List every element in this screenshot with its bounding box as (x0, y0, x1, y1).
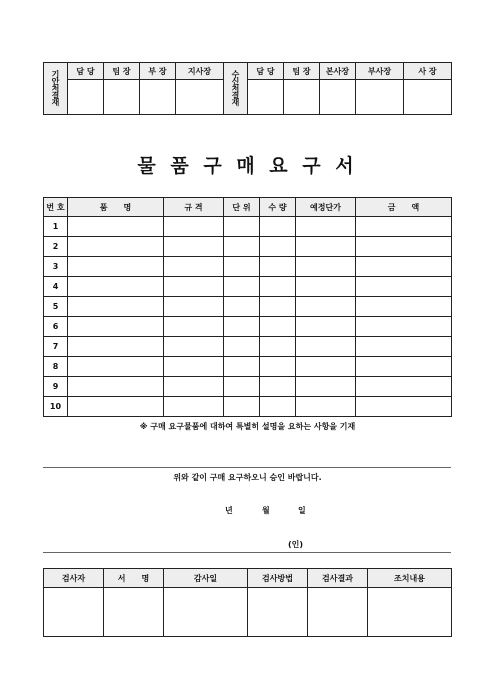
draft-col-branch-manager: 지사장 (176, 63, 224, 80)
table-row (44, 397, 452, 417)
item-name-cell[interactable] (68, 277, 164, 297)
seal-mark: (인) (288, 540, 304, 549)
receive-col-vice-president: 부사장 (356, 63, 404, 80)
unit-price-cell[interactable] (296, 257, 356, 277)
quantity-cell[interactable] (260, 377, 296, 397)
spec-cell[interactable] (164, 297, 224, 317)
col-inspector: 검사자 (44, 569, 104, 588)
unit-cell[interactable] (224, 297, 260, 317)
unit-price-cell[interactable] (296, 317, 356, 337)
row-number: 8 (44, 357, 68, 377)
page-title: 물 품 구 매 요 구 서 (137, 155, 358, 177)
item-name-cell[interactable] (68, 397, 164, 417)
draft-sign-department-head[interactable] (140, 80, 176, 115)
amount-cell[interactable] (356, 337, 452, 357)
draft-col-department-head: 부 장 (140, 63, 176, 80)
row-number: 2 (44, 237, 68, 257)
spec-cell[interactable] (164, 397, 224, 417)
approval-table (43, 62, 452, 115)
receive-sign-staff[interactable] (248, 80, 284, 115)
unit-cell[interactable] (224, 337, 260, 357)
amount-cell[interactable] (356, 317, 452, 337)
receive-col-staff: 담 당 (248, 63, 284, 80)
signature-cell[interactable] (104, 588, 164, 637)
item-name-cell[interactable] (68, 257, 164, 277)
col-inspection-method: 검사방법 (248, 569, 308, 588)
amount-cell[interactable] (356, 217, 452, 237)
quantity-cell[interactable] (260, 317, 296, 337)
amount-cell[interactable] (356, 397, 452, 417)
table-row (44, 237, 452, 257)
date-day: 일 (298, 506, 306, 515)
draft-col-staff: 담 당 (68, 63, 104, 80)
receive-sign-hq-head[interactable] (320, 80, 356, 115)
draft-sign-team-leader[interactable] (104, 80, 140, 115)
unit-cell[interactable] (224, 257, 260, 277)
draft-sign-staff[interactable] (68, 80, 104, 115)
items-table (43, 197, 452, 417)
quantity-cell[interactable] (260, 217, 296, 237)
inspection-result-cell[interactable] (308, 588, 368, 637)
col-unit-price: 예정단가 (296, 198, 356, 217)
unit-price-cell[interactable] (296, 397, 356, 417)
quantity-cell[interactable] (260, 397, 296, 417)
draft-approval-label: 기안처결재 (44, 63, 68, 115)
table-row (44, 217, 452, 237)
item-name-cell[interactable] (68, 237, 164, 257)
table-row (44, 337, 452, 357)
unit-cell[interactable] (224, 217, 260, 237)
amount-cell[interactable] (356, 357, 452, 377)
receive-sign-president[interactable] (404, 80, 452, 115)
amount-cell[interactable] (356, 377, 452, 397)
col-action-taken: 조치내용 (368, 569, 452, 588)
receive-sign-vice-president[interactable] (356, 80, 404, 115)
row-number: 1 (44, 217, 68, 237)
table-row (44, 297, 452, 317)
unit-price-cell[interactable] (296, 237, 356, 257)
inspector-cell[interactable] (44, 588, 104, 637)
unit-price-cell[interactable] (296, 217, 356, 237)
spec-cell[interactable] (164, 357, 224, 377)
col-item-name: 품 명 (68, 198, 164, 217)
quantity-cell[interactable] (260, 357, 296, 377)
date-line (0, 505, 495, 517)
date-month: 월 (262, 506, 270, 515)
spec-cell[interactable] (164, 337, 224, 357)
row-number: 4 (44, 277, 68, 297)
unit-price-cell[interactable] (296, 277, 356, 297)
item-name-cell[interactable] (68, 377, 164, 397)
inspection-table (43, 568, 452, 637)
row-number: 6 (44, 317, 68, 337)
spec-cell[interactable] (164, 277, 224, 297)
amount-cell[interactable] (356, 297, 452, 317)
item-name-cell[interactable] (68, 297, 164, 317)
row-number: 10 (44, 397, 68, 417)
unit-cell[interactable] (224, 357, 260, 377)
quantity-cell[interactable] (260, 277, 296, 297)
quantity-cell[interactable] (260, 257, 296, 277)
item-name-cell[interactable] (68, 217, 164, 237)
receive-col-hq-head: 본사장 (320, 63, 356, 80)
draft-col-team-leader: 팀 장 (104, 63, 140, 80)
receive-col-team-leader: 팀 장 (284, 63, 320, 80)
table-row (44, 257, 452, 277)
row-number: 7 (44, 337, 68, 357)
receive-sign-team-leader[interactable] (284, 80, 320, 115)
spec-cell[interactable] (164, 257, 224, 277)
col-inspection-result: 검사결과 (308, 569, 368, 588)
receive-col-president: 사 장 (404, 63, 452, 80)
request-text: 위와 같이 구매 요구하오니 승인 바랍니다. (173, 473, 322, 482)
unit-cell[interactable] (224, 317, 260, 337)
col-quantity: 수 량 (260, 198, 296, 217)
col-spec: 규 격 (164, 198, 224, 217)
table-row (44, 317, 452, 337)
spec-cell[interactable] (164, 377, 224, 397)
row-number: 5 (44, 297, 68, 317)
amount-cell[interactable] (356, 257, 452, 277)
table-row (44, 357, 452, 377)
unit-price-cell[interactable] (296, 337, 356, 357)
unit-price-cell[interactable] (296, 377, 356, 397)
divider-line (43, 467, 451, 468)
col-signature: 서 명 (104, 569, 164, 588)
col-amount: 금 액 (356, 198, 452, 217)
row-number: 9 (44, 377, 68, 397)
note-text: ※ 구매 요구물품에 대하여 특별히 설명을 요하는 사항을 기재 (139, 422, 356, 431)
audit-date-cell[interactable] (164, 588, 248, 637)
item-name-cell[interactable] (68, 317, 164, 337)
item-name-cell[interactable] (68, 337, 164, 357)
amount-cell[interactable] (356, 237, 452, 257)
spec-cell[interactable] (164, 217, 224, 237)
unit-cell[interactable] (224, 277, 260, 297)
table-row (44, 377, 452, 397)
action-taken-cell[interactable] (368, 588, 452, 637)
draft-sign-branch-manager[interactable] (176, 80, 224, 115)
unit-cell[interactable] (224, 377, 260, 397)
unit-cell[interactable] (224, 237, 260, 257)
quantity-cell[interactable] (260, 337, 296, 357)
spec-cell[interactable] (164, 237, 224, 257)
col-number: 번 호 (44, 198, 68, 217)
item-name-cell[interactable] (68, 357, 164, 377)
row-number: 3 (44, 257, 68, 277)
divider-line (43, 552, 451, 553)
unit-cell[interactable] (224, 397, 260, 417)
table-row (44, 277, 452, 297)
quantity-cell[interactable] (260, 297, 296, 317)
date-year: 년 (225, 506, 233, 515)
amount-cell[interactable] (356, 277, 452, 297)
inspection-method-cell[interactable] (248, 588, 308, 637)
receive-approval-label: 수신처결재 (224, 63, 248, 115)
unit-price-cell[interactable] (296, 297, 356, 317)
unit-price-cell[interactable] (296, 357, 356, 377)
spec-cell[interactable] (164, 317, 224, 337)
col-unit: 단 위 (224, 198, 260, 217)
quantity-cell[interactable] (260, 237, 296, 257)
col-audit-date: 감사일 (164, 569, 248, 588)
